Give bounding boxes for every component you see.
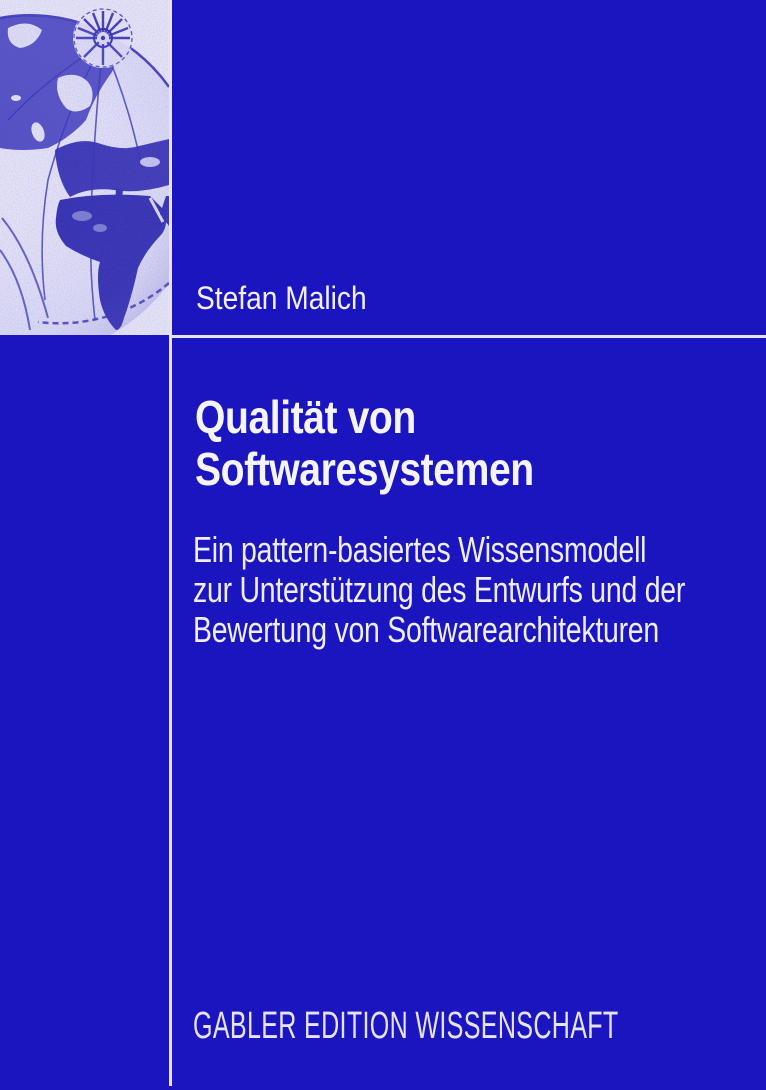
- author-name: Stefan Malich: [196, 280, 367, 316]
- book-subtitle-line-3: Bewertung von Softwarearchitekturen: [193, 609, 659, 650]
- book-title-line-2: Softwaresystemen: [195, 443, 534, 495]
- book-title-line-1: Qualität von: [195, 391, 416, 443]
- book-subtitle-line-1: Ein pattern-basiertes Wissensmodell: [193, 529, 647, 570]
- globe-illustration-panel: [0, 0, 169, 335]
- book-subtitle: [193, 530, 685, 650]
- vertical-rule: [169, 0, 172, 1086]
- horizontal-rule: [172, 335, 766, 338]
- series-imprint: GABLER EDITION WISSENSCHAFT: [193, 1005, 619, 1047]
- book-subtitle-line-2: zur Unterstützung des Entwurfs und der: [193, 569, 686, 610]
- book-title: [195, 391, 534, 495]
- globe-icon: [0, 0, 169, 335]
